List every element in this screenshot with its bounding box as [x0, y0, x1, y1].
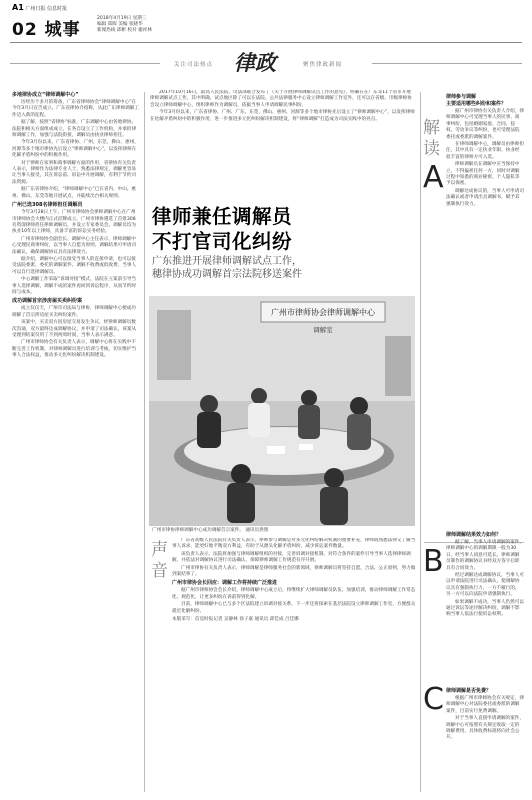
- section-letter-c: C: [423, 682, 444, 717]
- paragraph: 成立仅仅天，广州市司法局与律协，律师调解中心便成功调解了首宗涉房屋买卖纠纷案件。: [12, 306, 136, 318]
- paragraph: 律师调解员在调解中应当保持中立，不得偏袒任何一方，同时对调解过程中知悉的商业秘密、个人隐私等予以保密。: [446, 162, 520, 187]
- paragraph: 今年3月28日上午，广州市律师协会律师调解中心在广州市律师协会大楼内正式挂牌成立。广州市律协遴选了首批308名资深律师担任律师调解员，并设立专家委员会。调解员均为执业10年以上律师，具备丰富的诉讼实务经验。: [12, 210, 137, 235]
- paragraph: 2017年10月16日，最高人民法院、司法部联合发布了《关于开展律师调解试点工作的意见》，明确在在广东等11个省市开展律师调解试点工作，其中明确，试点地区除了可以在法院、公共法律服务中心设立律师调解工作室外，还可以在省级、市级律师协会设立律师调解中心，组织律师作为调解员，依据当事人申请调解民事纠纷。: [150, 90, 412, 108]
- column-divider: [420, 92, 421, 792]
- column-banner: [10, 47, 522, 87]
- meta-line: 编辑 郑晖 美编 张晓华: [97, 22, 143, 27]
- byline: 本版采写：信息时报记者 吴静林 徐子嘉 通讯员 邱佳成 吕佳娜: [172, 617, 299, 623]
- paragraph: 广州市律师协会副会长、调解中心主任表示，律师调解中心受理民商事纠纷，以当事人自愿为原则，调解结果可申请司法确认，确保调解协议具有法律效力。: [12, 236, 137, 255]
- center-intro: [150, 90, 415, 200]
- banner-line-left: [10, 63, 160, 64]
- paragraph: 今年3月份以来，广东省律协、广州、广东、东莞、佛山、惠州、河源等多个地市律协先后设立了“律师调解中心”，以发挥律师在化解矛盾纠纷中的积极作用，进一步推进多元化纠纷解决机制建设，将“律师调解”打造成为司法实践中的亮点。: [150, 110, 415, 122]
- banner-line-right: [372, 63, 522, 64]
- photo-caption: 广州市律协律师调解中心成功调解首宗案件。 通讯员供图: [152, 528, 269, 533]
- jiedu-a-heading: 律师参与调解 主要适用哪些纠纷和案件？: [446, 94, 507, 107]
- paragraph: 广州市律师协会有关负责人表示，调解中心将在实践中不断完善工作机制，对律师调解员进行培训与考核，切实维护当事人合法权益，推动多元化纠纷解决机制建设。: [12, 340, 137, 359]
- paragraph: 在律师调解中心，调解员由律师担任，其中具有一定执业年限、执业经验丰富的律师方可入选。: [446, 142, 524, 160]
- paragraph: 据了解，当事人申请调解的案件，律师调解中心的调解期限一般为30日，经当事人同意可延长。律师调解员制作的调解协议书经双方签字后即具有合同效力。: [446, 540, 524, 571]
- left-intro-heading: 多地律协成立“律师调解中心”: [12, 92, 79, 98]
- photo-sign-text: 广州市律师协会律师调解中心: [271, 308, 375, 317]
- paragraph: 据介绍，调解中心可以接受当事人的直接申请，也可以接受法院委派、委托的调解案件。调解不收费或低收费，当事人可以自行选择调解员。: [12, 256, 137, 275]
- paragraph: 目前，律师调解中心已与多个区法院建立诉调对接关系，下一步还将探索在基层法院设立律师调解工作室，方便群众就近化解纠纷。: [172, 602, 416, 614]
- news-photo: [149, 296, 415, 526]
- meta-line: 新闻热线 邱彬 校对 谢祥林: [97, 28, 152, 33]
- brand-sub: 广州日报 信息时报: [25, 6, 67, 12]
- paragraph: 根据广州市律师协会有关规定，律师调解中心对法院委托或委派的调解案件，目前实行免费调解。: [446, 696, 524, 714]
- shengyin-label: 声音: [151, 540, 168, 581]
- paragraph: 据广州市律协有关负责人介绍，律师调解中心可受理当事人的民事、商事纠纷，包括婚姻家庭、合同、侵权、劳动争议等纠纷，也可受理法院委托或委派的调解案件。: [446, 109, 524, 140]
- subheadline-line-1: 广东推进开展律师调解试点工作，: [152, 256, 302, 267]
- left-subheading-3: 成功调解首宗涉房屋买卖纠纷案: [12, 298, 83, 305]
- paragraph: 今年3月份以来，广东省律协、广州、东莞、佛山、惠州、河源等多个地市律协先后设立“律师调解中心”，以发挥律师在化解矛盾纠纷中的积极作用。: [12, 140, 139, 159]
- paragraph: 调解达成协议的，当事人可申请司法确认或者申请出具调解书，赋予其强制执行效力。: [446, 188, 524, 207]
- left-article: [12, 90, 140, 795]
- meta-line: 2018年4月19日 星期三: [97, 16, 147, 21]
- banner-right-tag: 聚焦律政新闻: [303, 62, 343, 68]
- paragraph: 据了解，按照“省律协”标准，广东调解中心由各地律协、法院和相关方面组成成立，在各自设立了工作机构，并承担律师调解工作，加强与法院衔接，调解员由执业律师担任。: [12, 120, 137, 139]
- paragraph: 该负责人表示，法院将加强与律师调解组织的对接，完善诉调对接机制，对符合条件的案件引导当事人选择律师调解，并依法对调解协议进行司法确认，保障律师调解工作规范有序开展。: [172, 551, 411, 564]
- header-brand: [12, 3, 67, 12]
- brand-mark: A1: [12, 3, 24, 12]
- jiedu-b-block: [446, 530, 524, 680]
- paragraph: 据广州市律师协会会长介绍，律师调解中心成立后，将继续扩大律师调解员队伍，加强培训，推动律师调解工作常态化、规范化，让更多纠纷在诉前得到化解。: [172, 588, 416, 600]
- page-number: 02: [12, 20, 38, 40]
- header-meta: [97, 16, 217, 34]
- jiedu-b-heading: 律师调解结果效力如何？: [446, 532, 502, 538]
- column-divider: [144, 92, 145, 792]
- paragraph: 对于律师在家事和商事调解方面的作用，省律协有关负责人表示，律师作为法律专业人士，熟悉法律规定，调解更容易让当事人接受，其在诉讼前、诉讼中开展调解，有利于节约司法资源。: [12, 160, 137, 185]
- shengyin-subheading: 广州市律协会长回应：调解工作将持续广泛推进: [172, 580, 278, 587]
- banner-left-tag: 关注司法热点: [174, 62, 214, 68]
- paragraph: 对于当事人直接申请调解的案件，调解中心可按照有关规定收取一定的调解费用，具体收费标准将向社会公开。: [446, 716, 524, 741]
- photo-illustration: [149, 296, 415, 526]
- page-title: [12, 15, 81, 40]
- jiedu-c-heading: 律师调解是否免费？: [446, 688, 492, 694]
- section-name: 城事: [44, 20, 81, 40]
- paragraph: 如果调解不成功，当事人仍然可以通过诉讼等途径解决纠纷，调解不影响当事人依法行使诉讼权利。: [446, 599, 524, 618]
- photo-sign-sub: 调解室: [313, 326, 333, 334]
- shengyin-block: [172, 538, 416, 796]
- section-letter-b: B: [423, 544, 444, 579]
- paragraph: 据广东省律协介绍，“律师调解中心”已在省内、中山、惠州、佛山、东莞等地开展试点，并陆续出台相关规则。: [12, 187, 137, 199]
- headline-line-1: 律师兼任调解员: [152, 205, 293, 228]
- jiedu-a-block: [446, 92, 524, 280]
- paragraph: 经过调解达成调解协议，当事人可以申请法院进行司法确认，使调解协议具有强制执行力，一方不履行的，另一方可以向法院申请强制执行。: [446, 573, 524, 598]
- paragraph: 该案中，买卖双方因房屋交易发生争议，经律师调解员数次沟通，双方最终达成调解协议，并申请了司法确认。该案从受理到结案仅用了不到两周时间，当事人表示满意。: [12, 320, 137, 338]
- headline-line-2: 不打官司化纠纷: [152, 230, 293, 253]
- headline: [152, 204, 402, 254]
- section-letter-a: A: [423, 160, 444, 195]
- paragraph: 厉经历个多月的筹备，广东省律师协会“律师调解中心”在今年3月日宣告成立。广东省律协介绍称，从此广东律师调解工作迈入新的征程。: [12, 100, 139, 118]
- subheadline: [152, 255, 402, 281]
- left-subheading-2: 广州已选308名律师担任调解员: [12, 202, 83, 209]
- paragraph: 中心调解工作采取“诉调对接”模式，法院在立案前引导当事人选择调解，调解不成的案件再回到诉讼程序，从而节约时间与成本。: [12, 277, 137, 295]
- paragraph: 广州市律协有关负责人表示，律师调解是律师服务社会的新领域，律师调解员将坚持自愿、合法、公正原则，努力做到案结事了。: [172, 565, 416, 578]
- header-divider: [10, 42, 522, 43]
- jiedu-label: 解读: [423, 118, 440, 159]
- paragraph: 广东省高级人民法院有关负责人表示，律师参与调解是对多元化纠纷解决机制的重要补充，律师既熟悉法律又了解当事人诉求，能更好地平衡双方利益，有助于从源头化解矛盾纠纷，减少诉讼案件数量。: [172, 538, 416, 550]
- banner-logo: 律政: [234, 50, 276, 75]
- jiedu-c-block: [446, 686, 524, 796]
- subheadline-line-2: 穗律协成功调解首宗法院移送案件: [152, 269, 302, 280]
